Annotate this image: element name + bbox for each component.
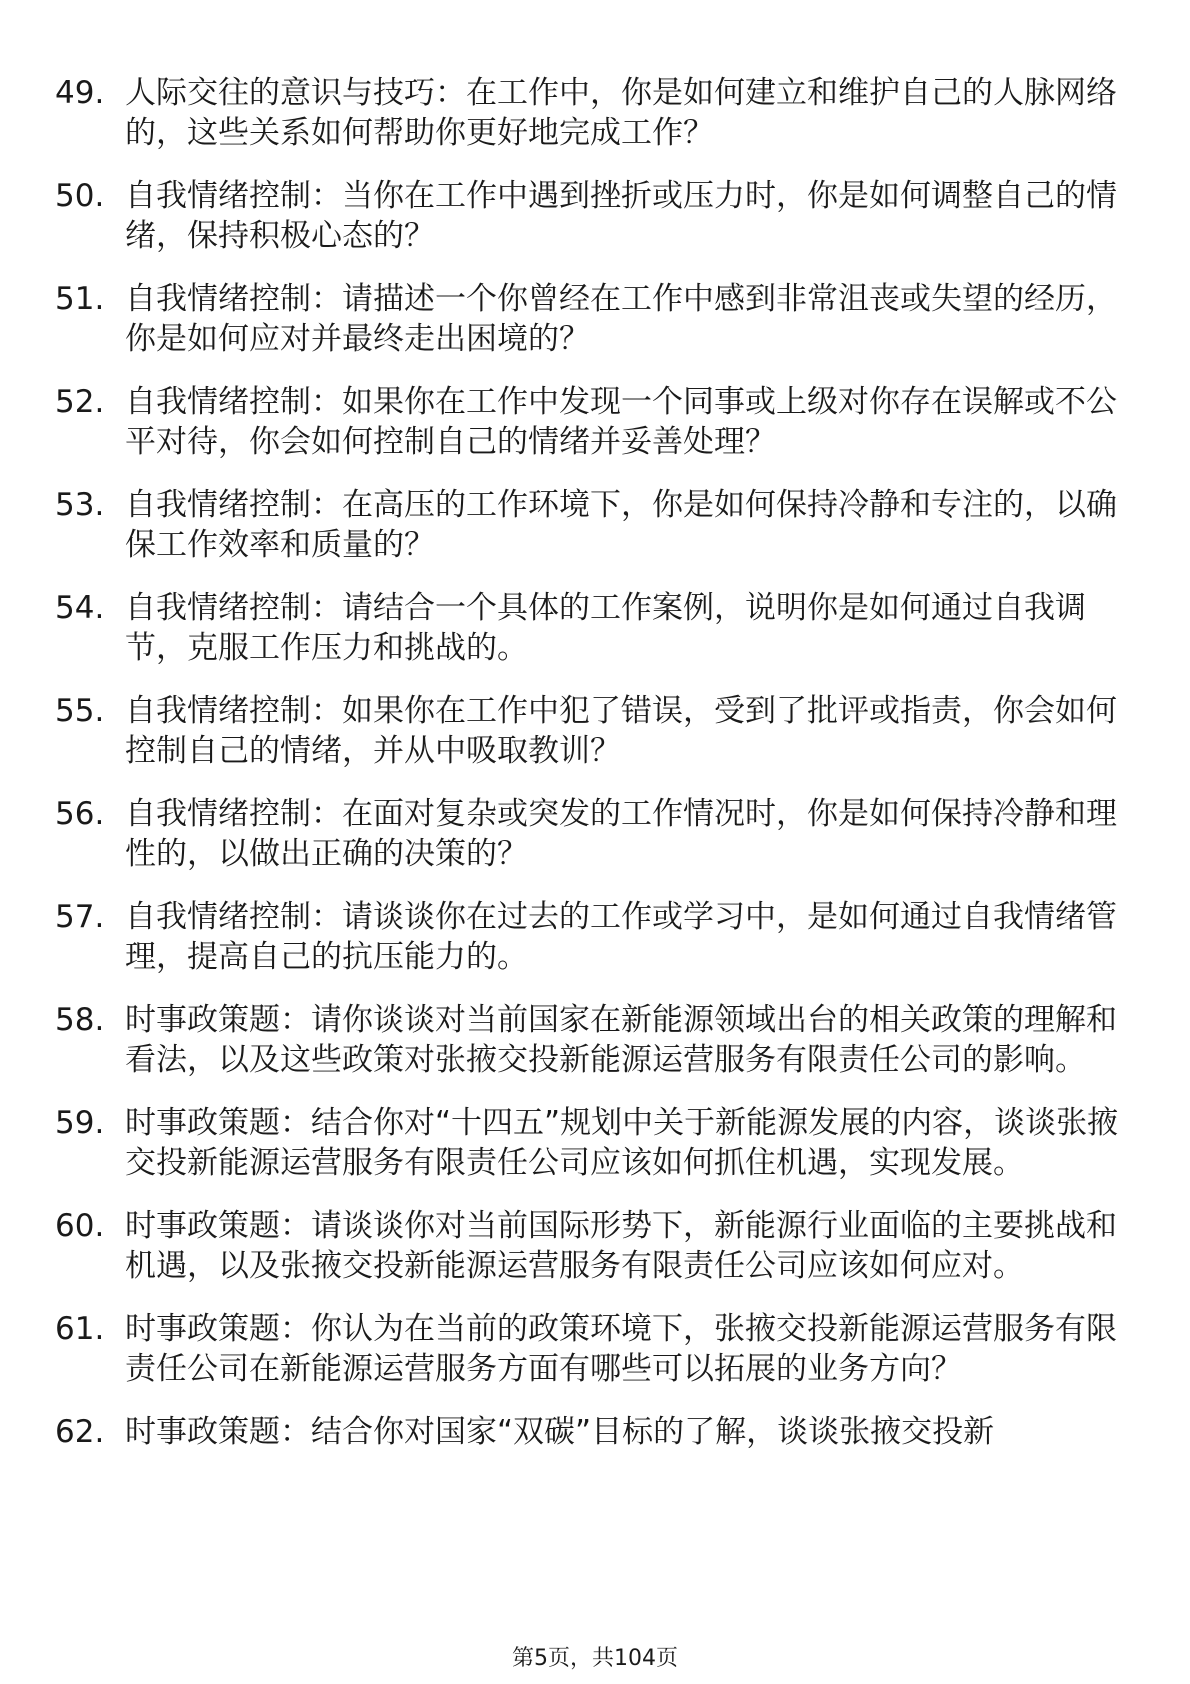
question-text: 时事政策题：你认为在当前的政策环境下，张掖交投新能源运营服务有限责任公司在新能源运营服务方面有哪些可以拓展的业务方向？ bbox=[125, 1311, 1117, 1387]
question-text: 自我情绪控制：请结合一个具体的工作案例，说明你是如何通过自我调节，克服工作压力和挑战的。 bbox=[125, 590, 1086, 666]
question-text: 自我情绪控制：请描述一个你曾经在工作中感到非常沮丧或失望的经历，你是如何应对并最终走出困境的？ bbox=[125, 281, 1117, 357]
question-text: 时事政策题：结合你对国家“双碳”目标的了解，谈谈张掖交投新 bbox=[125, 1414, 995, 1450]
question-text: 自我情绪控制：如果你在工作中犯了错误，受到了批评或指责，你会如何控制自己的情绪，并从中吸取教训？ bbox=[125, 693, 1117, 769]
list-item bbox=[55, 1000, 1135, 1080]
question-number: 55. bbox=[55, 693, 105, 729]
question-text: 自我情绪控制：当你在工作中遇到挫折或压力时，你是如何调整自己的情绪，保持积极心态的？ bbox=[125, 178, 1117, 254]
question-text: 人际交往的意识与技巧：在工作中，你是如何建立和维护自己的人脉网络的，这些关系如何帮助你更好地完成工作？ bbox=[125, 75, 1117, 151]
list-item bbox=[55, 691, 1135, 771]
list-item bbox=[55, 1309, 1135, 1389]
list-item bbox=[55, 382, 1135, 462]
list-item bbox=[55, 1412, 1135, 1452]
question-number: 50. bbox=[55, 178, 105, 214]
question-number: 51. bbox=[55, 281, 105, 317]
question-number: 53. bbox=[55, 487, 105, 523]
list-item bbox=[55, 279, 1135, 359]
list-item bbox=[55, 485, 1135, 565]
list-item bbox=[55, 897, 1135, 977]
question-number: 57. bbox=[55, 899, 105, 935]
question-text: 时事政策题：请你谈谈对当前国家在新能源领域出台的相关政策的理解和看法，以及这些政策对张掖交投新能源运营服务有限责任公司的影响。 bbox=[125, 1002, 1117, 1078]
question-number: 54. bbox=[55, 590, 105, 626]
question-number: 61. bbox=[55, 1311, 105, 1347]
question-text: 自我情绪控制：在高压的工作环境下，你是如何保持冷静和专注的，以确保工作效率和质量的？ bbox=[125, 487, 1117, 563]
page-number-label: 第5页，共104页 bbox=[512, 1646, 678, 1671]
question-number: 58. bbox=[55, 1002, 105, 1038]
list-item bbox=[55, 1206, 1135, 1286]
question-text: 时事政策题：结合你对“十四五”规划中关于新能源发展的内容，谈谈张掖交投新能源运营服务有限责任公司应该如何抓住机遇，实现发展。 bbox=[125, 1105, 1119, 1181]
question-number: 62. bbox=[55, 1414, 105, 1450]
question-text: 自我情绪控制：如果你在工作中发现一个同事或上级对你存在误解或不公平对待，你会如何控制自己的情绪并妥善处理？ bbox=[125, 384, 1117, 460]
list-item bbox=[55, 794, 1135, 874]
list-item bbox=[55, 176, 1135, 256]
list-item bbox=[55, 588, 1135, 668]
list-item bbox=[55, 73, 1135, 153]
question-list bbox=[55, 73, 1135, 1475]
page-footer bbox=[0, 1645, 1190, 1673]
question-number: 60. bbox=[55, 1208, 105, 1244]
question-text: 自我情绪控制：在面对复杂或突发的工作情况时，你是如何保持冷静和理性的，以做出正确的决策的？ bbox=[125, 796, 1117, 872]
question-text: 自我情绪控制：请谈谈你在过去的工作或学习中，是如何通过自我情绪管理，提高自己的抗压能力的。 bbox=[125, 899, 1117, 975]
list-item bbox=[55, 1103, 1135, 1183]
question-number: 59. bbox=[55, 1105, 105, 1141]
question-number: 52. bbox=[55, 384, 105, 420]
question-number: 49. bbox=[55, 75, 105, 111]
question-text: 时事政策题：请谈谈你对当前国际形势下，新能源行业面临的主要挑战和机遇，以及张掖交投新能源运营服务有限责任公司应该如何应对。 bbox=[125, 1208, 1117, 1284]
question-number: 56. bbox=[55, 796, 105, 832]
